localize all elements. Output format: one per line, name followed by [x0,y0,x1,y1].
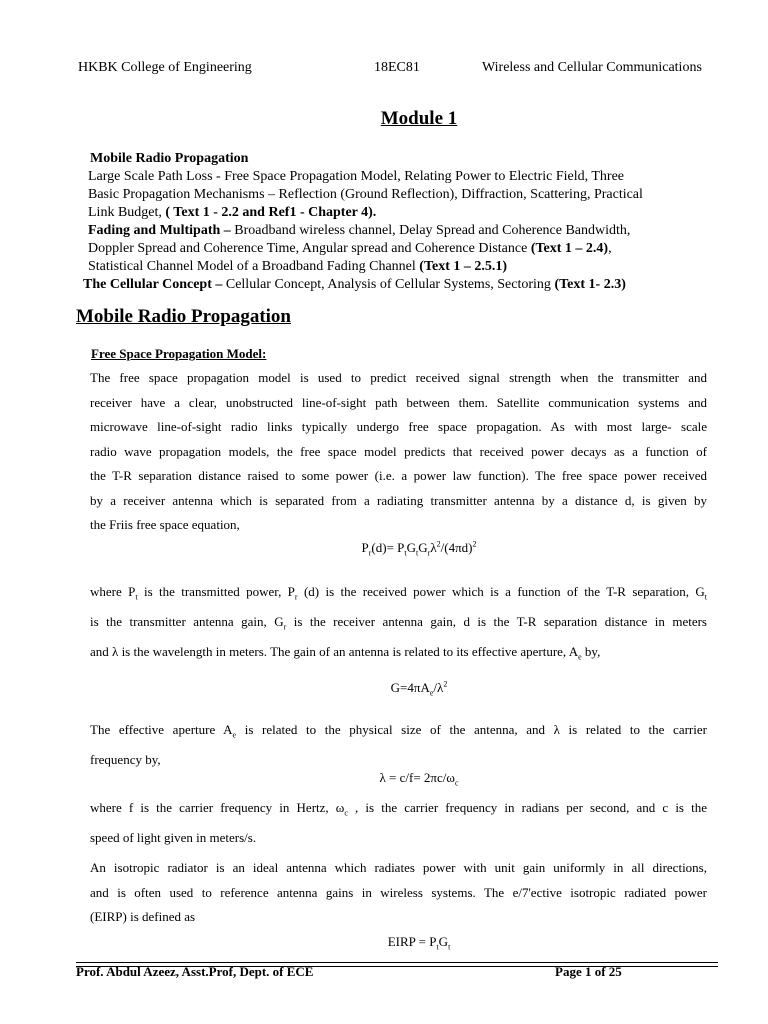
text-line: microwave line-of-sight radio links typically undergo free space propagation. As with most large- scale [90,419,707,434]
equation-text: $G=4\pi A_e/\lambda^2$ [390,680,448,698]
syllabus-topic: Fading and Multipath – [88,223,235,238]
text-line [90,610,707,640]
text: (d) is the received power which is a function of the T-R separation, G [297,584,705,599]
subscript: e [578,652,582,662]
module-title: Module 1 [380,108,458,129]
syllabus-line [88,204,376,222]
syllabus-reference: (Text 1- 2.3) [554,277,626,292]
syllabus-line: Basic Propagation Mechanisms – Reflection (Ground Reflection), Diffraction, Scattering, Practical [88,187,643,202]
subscript: e [232,730,237,740]
equation-eirp [0,934,768,952]
equation-text: $\lambda = c/f= 2\pi c/\omega_c$ [379,770,459,788]
text: is related to the physical size of the antenna, and λ is related to the carrier [236,722,707,737]
text-line: receiver have a clear, unobstructed line-of-sight path between them. Satellite communication systems and [90,394,707,410]
text-line: by a receiver antenna which is separated from a radiating transmitter antenna by a distance d, is given by [90,492,707,508]
subscript: t [704,592,707,602]
header-college: HKBK College of Engineering [78,60,252,75]
text-line: radio wave propagation models, the free space model predicts that received power decays as a function of [90,443,707,459]
paragraph-isotropic [90,856,707,930]
equation-text: EIRP = $P_tG_t$ [387,934,451,952]
header-subject: Wireless and Cellular Communications [482,60,702,75]
text-line: the Friis free space equation, [90,517,240,532]
text: is the transmitter antenna gain, G [90,614,284,630]
subscript: r [283,622,287,632]
syllabus-text: Statistical Channel Model of a Broadband Fading Channel [88,259,420,274]
text: is the transmitted power, P [137,584,295,599]
subscript: r [294,592,298,602]
text-line: The free space propagation model is used to predict received signal strength when the transmitter and [90,370,707,385]
syllabus-line [88,258,507,276]
header-course-code: 18EC81 [374,60,420,75]
text-line: (EIRP) is defined as [90,909,196,924]
text-line: frequency by, [90,752,161,768]
syllabus-reference: (Text 1 – 2.4) [530,241,609,256]
text-line [90,640,707,670]
text-line [90,580,707,610]
text-line: speed of light given in meters/s. [90,830,257,846]
text-line: and is often used to reference antenna gains in wireless systems. The e/7'ective isotropic radiated power [90,884,707,900]
syllabus-reference: ( Text 1 - 2.2 and Ref1 - Chapter 4). [165,205,377,220]
text-line [90,718,707,748]
syllabus-text: , [608,241,612,256]
text-line: the T-R separation distance raised to some power (i.e. a power law function). The free space power received [90,468,707,483]
text: where f is the carrier frequency in Hertz, ω [90,800,345,815]
syllabus-text: Link Budget, [88,205,166,220]
subsection-title: Free Space Propagation Model: [91,346,267,361]
equation-gain [0,680,768,698]
paragraph-carrier-frequency [90,796,707,851]
footer-author: Prof. Abdul Azeez, Asst.Prof, Dept. of ECE [76,964,314,979]
syllabus-reference: (Text 1 – 2.5.1) [419,259,508,274]
section-title: Mobile Radio Propagation [76,306,291,327]
subscript: c [344,808,348,818]
text: , is the carrier frequency in radians per second, and c is the [347,800,707,815]
paragraph-effective-aperture [90,718,707,773]
equation-friis [0,540,768,558]
footer-page-number: Page 1 of 25 [555,964,622,979]
syllabus-text: Doppler Spread and Coherence Time, Angular spread and Coherence Distance [88,241,531,256]
text: by, [581,644,601,660]
syllabus-line [88,240,612,258]
equation-wavelength [0,770,768,788]
text: and λ is the wavelength in meters. The gain of an antenna is related to its effective aperture, A [90,644,579,660]
text: where P [90,584,136,599]
text-line: An isotropic radiator is an ideal antenna which radiates power with unit gain uniformly in all directions, [90,860,707,875]
syllabus-line [83,276,626,294]
syllabus-text: Cellular Concept, Analysis of Cellular Systems, Sectoring [225,277,555,292]
paragraph-friis-terms [90,580,707,670]
text-line [90,796,707,826]
syllabus-topic: The Cellular Concept – [83,277,226,292]
syllabus-heading: Mobile Radio Propagation [90,151,249,166]
syllabus-text: Broadband wireless channel, Delay Spread and Coherence Bandwidth, [234,223,631,238]
equation-text: $P_r(d)= P_tG_tG_r\lambda^2/(4\pi d)^2$ [361,540,477,558]
text: is the receiver antenna gain, d is the T-R separation distance in meters [286,614,707,630]
subscript: t [135,592,138,602]
text: The effective aperture A [90,722,233,737]
paragraph-free-space [90,366,707,538]
syllabus-line [88,222,630,240]
footer-rule [76,962,718,963]
syllabus-line: Large Scale Path Loss - Free Space Propagation Model, Relating Power to Electric Field, Three [88,169,625,184]
